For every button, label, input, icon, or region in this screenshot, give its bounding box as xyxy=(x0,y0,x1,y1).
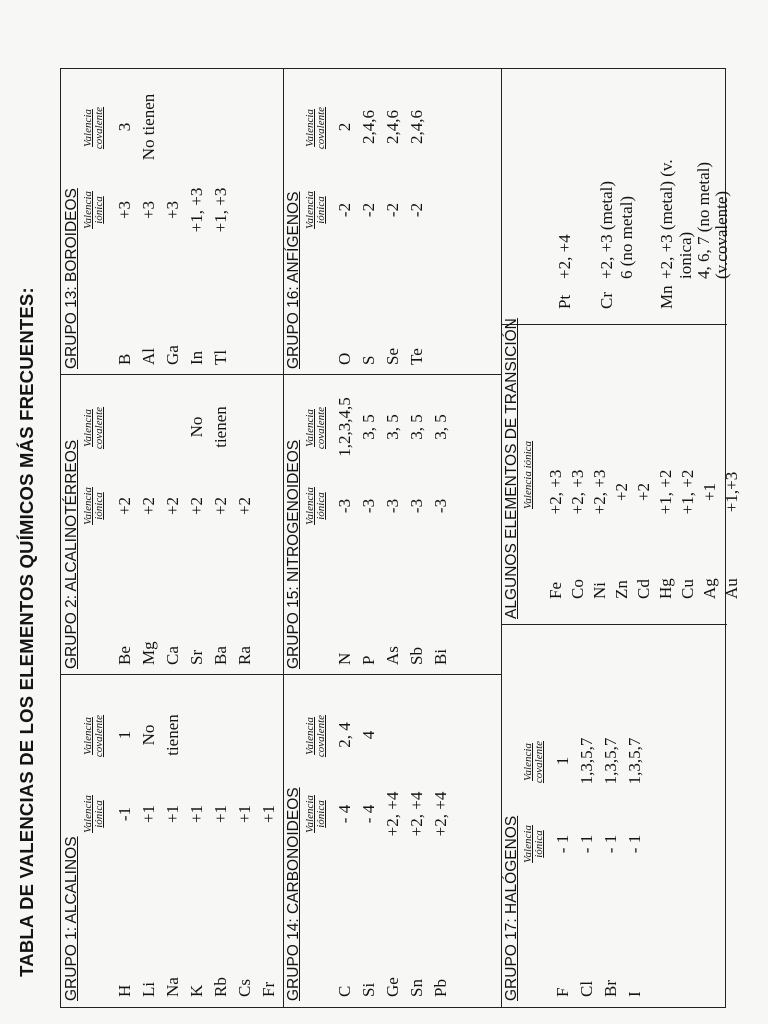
ionic-valence: +3 xyxy=(115,200,134,220)
element-symbol: Ag xyxy=(700,578,719,599)
element-row xyxy=(333,69,357,375)
element-row xyxy=(233,675,257,1007)
element-symbol: Ga xyxy=(163,345,182,365)
page-title: TABLA DE VALENCIAS DE LOS ELEMENTOS QUÍMICOS MÁS FRECUENTES: xyxy=(16,287,37,977)
ionic-valence: +2 xyxy=(634,482,653,502)
covalent-valence: 2, 4 xyxy=(335,722,354,748)
covalent-valence: 2,4,6 xyxy=(407,110,426,144)
ionic-valence: -2 xyxy=(335,202,354,218)
group-title: GRUPO 13: BOROIDEOS xyxy=(63,188,80,369)
group-title: GRUPO 1: ALCALINOS xyxy=(63,836,80,1001)
ionic-valence: - 1 xyxy=(553,834,572,854)
element-row xyxy=(233,375,257,675)
element-row xyxy=(185,675,209,1007)
covalent-valence: 3, 5 xyxy=(383,414,402,440)
element-row xyxy=(357,69,381,375)
covalent-valence: 3, 5 xyxy=(431,414,450,440)
ionic-valence: - 1 xyxy=(625,834,644,854)
ionic-valence: +2 xyxy=(235,496,254,516)
ionic-valence: +1, +3 xyxy=(211,187,230,233)
ionic-valence: -3 xyxy=(407,498,426,514)
element-symbol: Ni xyxy=(590,582,609,599)
group-13-section xyxy=(61,69,283,375)
element-row xyxy=(567,69,589,625)
element-row xyxy=(137,675,161,1007)
element-symbol: B xyxy=(115,353,134,365)
ionic-valence: +2 xyxy=(187,496,206,516)
element-row xyxy=(209,69,233,375)
element-symbol: F xyxy=(553,987,572,997)
covalent-valence: No xyxy=(139,724,158,746)
element-symbol: Cu xyxy=(678,579,697,599)
covalent-valence: tienen xyxy=(163,714,182,756)
ionic-valence: +2 xyxy=(211,496,230,516)
covalent-header: Valencia covalente xyxy=(82,714,105,758)
element-row xyxy=(405,675,429,1007)
element-symbol: Pt xyxy=(555,294,574,309)
ionic-valence: -3 xyxy=(383,498,402,514)
element-symbol: Se xyxy=(383,348,402,365)
element-symbol: In xyxy=(187,350,206,365)
element-row xyxy=(137,375,161,675)
covalent-header: Valencia covalente xyxy=(82,406,105,450)
ionic-header: Valencia iónica xyxy=(82,795,105,833)
ionic-valence: +1, +2 xyxy=(678,469,697,515)
element-valence: +2, +4 xyxy=(555,234,574,279)
element-row xyxy=(209,675,233,1007)
ionic-valence: +1 xyxy=(259,804,278,824)
element-row xyxy=(551,625,575,1007)
ionic-valence: - 4 xyxy=(359,804,378,824)
covalent-header: Valencia covalente xyxy=(304,106,327,150)
group-title: ALGUNOS ELEMENTOS DE TRANSICIÓN xyxy=(503,318,520,619)
element-symbol: S xyxy=(359,355,378,365)
element-symbol: Fr xyxy=(259,981,278,997)
ionic-valence: +2 xyxy=(115,496,134,516)
element-row xyxy=(623,625,647,1007)
element-valence: 6 (no metal) xyxy=(617,195,636,279)
element-symbol: Fe xyxy=(546,582,565,599)
element-row xyxy=(137,69,161,375)
element-row xyxy=(333,375,357,675)
element-row xyxy=(599,625,623,1007)
element-row xyxy=(161,375,185,675)
covalent-valence: 3, 5 xyxy=(407,414,426,440)
element-row xyxy=(209,375,233,675)
group-title: GRUPO 16: ANFÍGENOS xyxy=(285,191,302,369)
element-row xyxy=(161,675,185,1007)
element-valence: +2, +3 (metal) xyxy=(597,180,616,279)
group-title: GRUPO 15: NITROGENOIDEOS xyxy=(285,439,302,669)
covalent-valence: No xyxy=(187,416,206,438)
element-symbol: K xyxy=(187,984,206,997)
ionic-valence: -2 xyxy=(383,202,402,218)
element-symbol: O xyxy=(335,352,354,365)
ionic-valence: -2 xyxy=(407,202,426,218)
ionic-valence: +2 xyxy=(163,496,182,516)
element-symbol: Cl xyxy=(577,980,596,997)
ionic-header: Valencia iónica xyxy=(522,825,545,863)
element-row xyxy=(333,675,357,1007)
covalent-valence: 1,3,5,7 xyxy=(577,737,596,785)
element-symbol: N xyxy=(335,652,354,665)
ionic-valence: +2, +4 xyxy=(383,791,402,837)
covalent-header: Valencia covalente xyxy=(522,740,545,784)
ionic-valence: +3 xyxy=(163,200,182,220)
covalent-valence: 1,3,5,7 xyxy=(601,737,620,785)
ionic-valence: -3 xyxy=(431,498,450,514)
ionic-valence: +2 xyxy=(139,496,158,516)
element-symbol: Ra xyxy=(235,646,254,665)
element-row xyxy=(185,69,209,375)
element-row xyxy=(699,69,721,625)
ionic-valence: +1 xyxy=(235,804,254,824)
covalent-valence: tienen xyxy=(211,406,230,448)
group-17-section xyxy=(501,625,727,1007)
group-title: GRUPO 2: ALCALINOTÉRREOS xyxy=(63,439,80,669)
element-symbol: C xyxy=(335,985,354,997)
covalent-header: Valencia covalente xyxy=(304,406,327,450)
group-16-section xyxy=(283,69,501,375)
covalent-valence: 1 xyxy=(115,730,134,740)
element-row xyxy=(429,375,453,675)
element-row xyxy=(185,375,209,675)
element-symbol: Al xyxy=(139,348,158,365)
ionic-valence: +2, +4 xyxy=(431,791,450,837)
element-row xyxy=(257,675,281,1007)
element-symbol: Mn xyxy=(657,285,676,309)
element-symbol: Cd xyxy=(634,579,653,599)
element-symbol: Te xyxy=(407,348,426,365)
element-row xyxy=(405,375,429,675)
element-symbol: Li xyxy=(139,981,158,997)
element-row xyxy=(589,69,611,625)
ionic-valence: +1,+3 xyxy=(722,471,741,513)
element-row xyxy=(357,675,381,1007)
element-row xyxy=(113,675,137,1007)
element-symbol: Bi xyxy=(431,648,450,665)
ionic-header: Valencia iónica xyxy=(304,795,327,833)
element-symbol: Be xyxy=(115,646,134,665)
element-row xyxy=(575,625,599,1007)
element-symbol: Ca xyxy=(163,646,182,665)
covalent-valence: 3 xyxy=(115,122,134,132)
ionic-valence: +1 xyxy=(700,482,719,502)
element-symbol: Pb xyxy=(431,979,450,997)
ionic-valence: +1 xyxy=(163,804,182,824)
covalent-valence: 3, 5 xyxy=(359,414,378,440)
element-symbol: Au xyxy=(722,578,741,599)
element-valence: +2, +3 (metal) (v. xyxy=(657,159,676,279)
covalent-valence: 1,2,3,4,5 xyxy=(335,397,354,457)
ionic-valence: +3 xyxy=(139,200,158,220)
ionic-header: Valencia iónica xyxy=(82,191,105,229)
element-symbol: Sr xyxy=(187,649,206,665)
element-symbol: Rb xyxy=(211,977,230,997)
element-row xyxy=(545,69,567,625)
element-row xyxy=(633,69,655,625)
covalent-header: Valencia covalente xyxy=(304,714,327,758)
element-symbol: Sb xyxy=(407,647,426,665)
group-2-section xyxy=(61,375,283,675)
ionic-header: Valencia iónica xyxy=(304,191,327,229)
element-row xyxy=(611,69,633,625)
element-row xyxy=(381,69,405,375)
ionic-valence: -1 xyxy=(115,806,134,822)
covalent-valence: 2,4,6 xyxy=(359,110,378,144)
ionic-header: Valencia iónica xyxy=(82,487,105,525)
ionic-header: Valencia iónica xyxy=(304,487,327,525)
group-title: GRUPO 14: CARBONOIDEOS xyxy=(285,787,302,1001)
element-symbol: Sn xyxy=(407,979,426,997)
element-valence: (v.covalente) xyxy=(712,190,731,279)
ionic-valence: +2 xyxy=(612,482,631,502)
element-row xyxy=(405,69,429,375)
element-row xyxy=(357,375,381,675)
covalent-valence: 1,3,5,7 xyxy=(625,737,644,785)
element-symbol: Cr xyxy=(597,292,616,309)
covalent-header: Valencia covalente xyxy=(82,106,105,150)
element-symbol: Co xyxy=(568,579,587,599)
element-row xyxy=(113,375,137,675)
element-symbol: Na xyxy=(163,977,182,997)
group-title: GRUPO 17: HALÓGENOS xyxy=(503,815,520,1001)
element-symbol: P xyxy=(359,655,378,665)
ionic-valence: +1 xyxy=(187,804,206,824)
element-symbol: Ba xyxy=(211,646,230,665)
element-symbol: Si xyxy=(359,982,378,997)
element-symbol: Tl xyxy=(211,349,230,365)
ionic-valence: +1, +2 xyxy=(656,469,675,515)
ionic-valence: +2, +3 xyxy=(590,469,609,515)
group-15-section xyxy=(283,375,501,675)
valence-table xyxy=(60,68,741,1008)
element-symbol: Mg xyxy=(139,641,158,665)
ionic-valence: - 1 xyxy=(577,834,596,854)
element-row xyxy=(721,69,743,625)
transition-section xyxy=(501,69,741,625)
ionic-valence: -2 xyxy=(359,202,378,218)
element-valence: ionica) xyxy=(676,231,695,279)
element-symbol: I xyxy=(625,991,644,997)
ionic-valence: - 1 xyxy=(601,834,620,854)
ionic-valence: -3 xyxy=(335,498,354,514)
element-row xyxy=(381,375,405,675)
group-1-section xyxy=(61,675,283,1007)
element-symbol: Ge xyxy=(383,977,402,997)
element-symbol: Hg xyxy=(656,578,675,599)
element-row xyxy=(161,69,185,375)
ionic-valence: +2, +4 xyxy=(407,791,426,837)
ionic-valence: +2, +3 xyxy=(546,469,565,515)
element-row xyxy=(429,675,453,1007)
element-row xyxy=(113,69,137,375)
ionic-valence: +1, +3 xyxy=(187,187,206,233)
element-row xyxy=(677,69,699,625)
element-row xyxy=(381,675,405,1007)
ionic-valence: - 4 xyxy=(335,804,354,824)
element-row xyxy=(655,69,677,625)
ionic-valence: +2, +3 xyxy=(568,469,587,515)
ionic-valence: -3 xyxy=(359,498,378,514)
covalent-valence: 4 xyxy=(359,730,378,740)
covalent-valence: 2 xyxy=(335,122,354,132)
element-symbol: As xyxy=(383,646,402,665)
element-symbol: Br xyxy=(601,980,620,997)
element-symbol: Zn xyxy=(612,580,631,599)
ionic-header: Valencia iónica xyxy=(522,440,534,510)
element-symbol: H xyxy=(115,984,134,997)
element-valence: 4, 6, 7 (no metal) xyxy=(694,161,713,279)
ionic-valence: +1 xyxy=(211,804,230,824)
covalent-valence: 1 xyxy=(553,756,572,766)
element-symbol: Cs xyxy=(235,979,254,997)
covalent-valence: 2,4,6 xyxy=(383,110,402,144)
group-14-section xyxy=(283,675,501,1007)
covalent-valence: No tienen xyxy=(139,93,158,161)
ionic-valence: +1 xyxy=(139,804,158,824)
